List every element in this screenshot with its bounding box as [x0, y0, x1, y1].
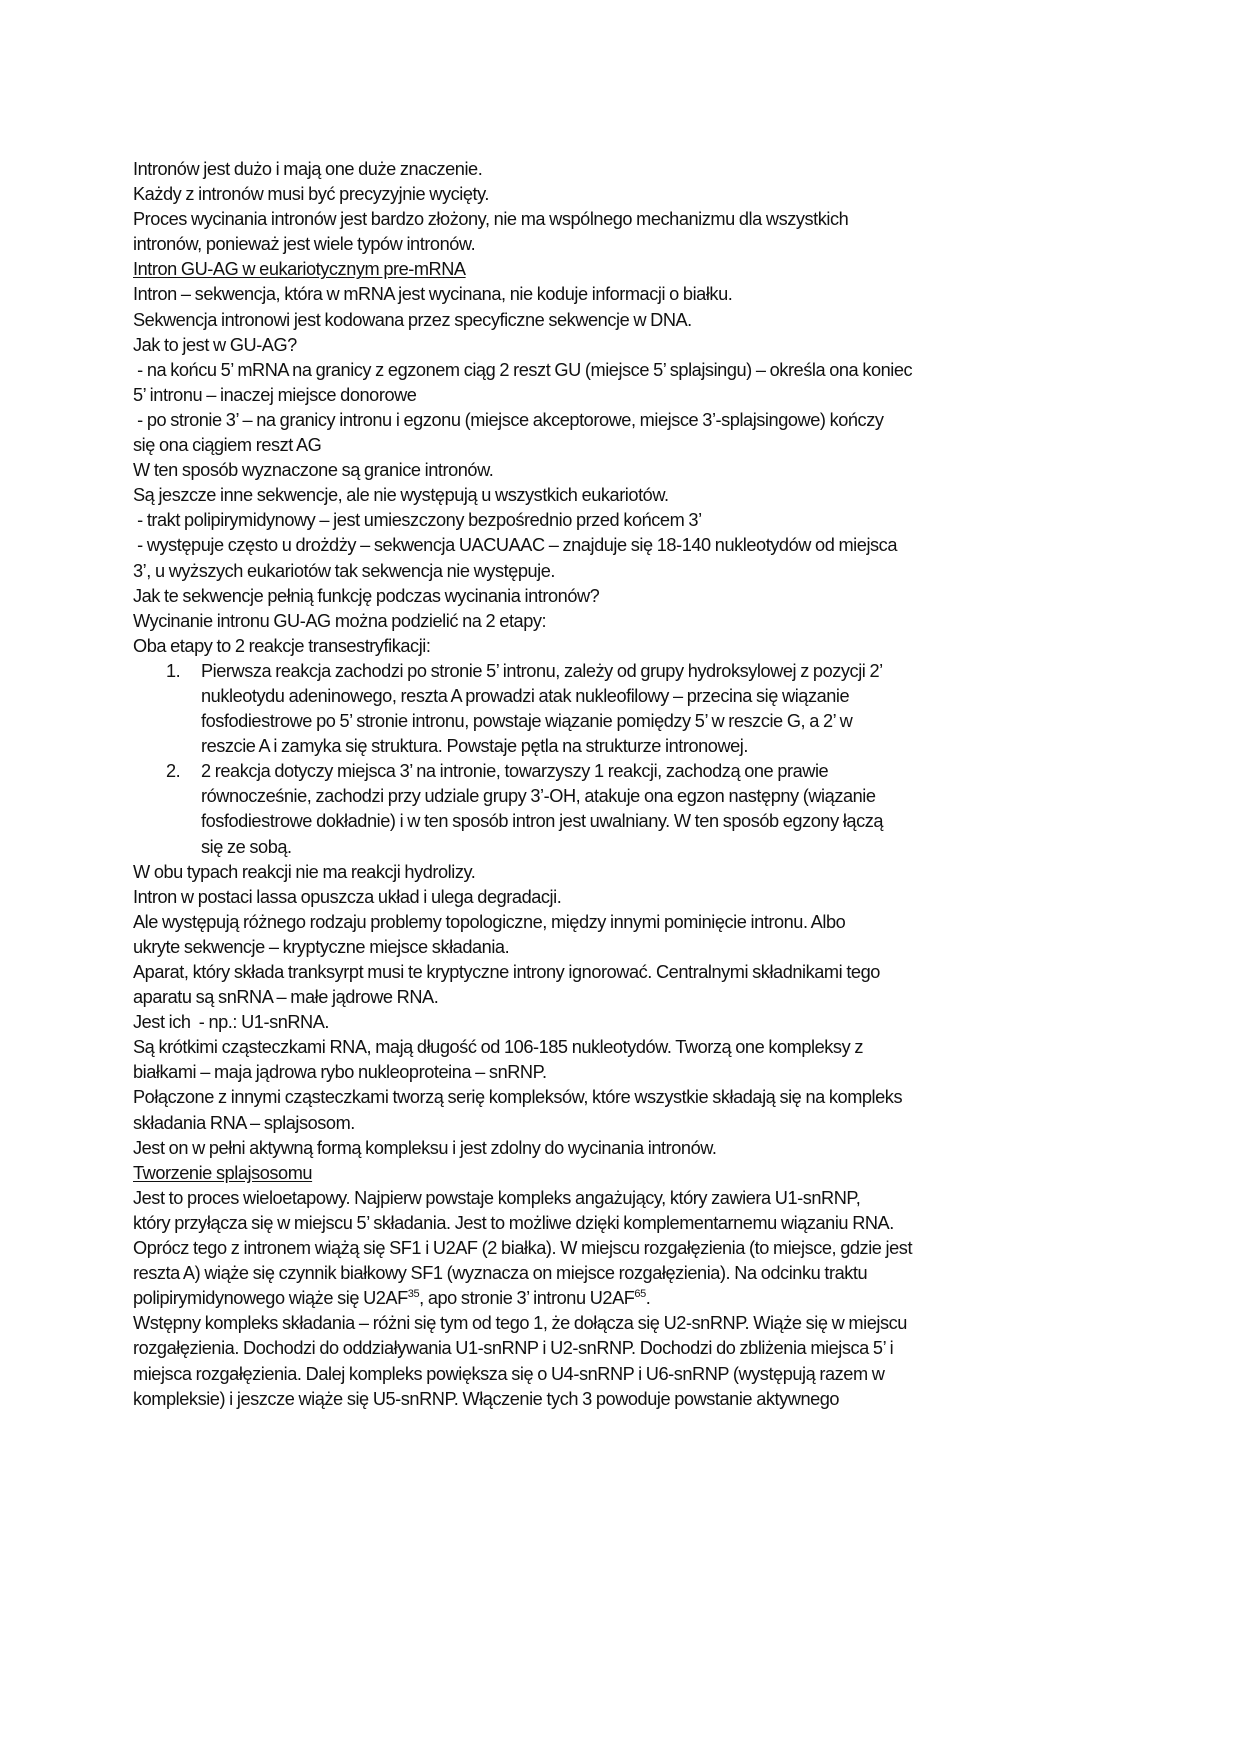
text-line: - występuje często u drożdży – sekwencja UACUAAC – znajduje się 18-140 nukleotydów od miejsca: [133, 535, 897, 556]
superscript: 35: [407, 1288, 420, 1301]
text-line: nukleotydu adeninowego, reszta A prowadzi atak nukleofilowy – przecina się wiązanie: [201, 685, 850, 706]
text-line: Są krótkimi cząsteczkami RNA, mają długość od 106-185 nukleotydów. Tworzą one kompleksy z: [133, 1037, 863, 1058]
list-number: 1.: [166, 660, 181, 681]
text-line: reszta A) wiąże się czynnik białkowy SF1 (wyznacza on miejsce rozgałęzienia). Na odcinku traktu: [133, 1263, 868, 1284]
section1-body: [133, 282, 1013, 658]
text-line: Są jeszcze inne sekwencje, ale nie występują u wszystkich eukariotów.: [133, 485, 669, 506]
text-line: - po stronie 3’ – na granicy intronu i egzonu (miejsce akceptorowe, miejsce 3’-splajsingowe) kończy: [133, 409, 884, 430]
section-heading-tworzenie-splajsosomu: Tworzenie splajsosomu: [133, 1162, 313, 1183]
section2-body: [133, 1186, 1013, 1412]
text-span: .: [645, 1288, 651, 1309]
text-line: intronów, ponieważ jest wiele typów intronów.: [133, 234, 476, 255]
text-line: Każdy z intronów musi być precyzyjnie wycięty.: [133, 184, 490, 205]
text-line: Intronów jest dużo i mają one duże znaczenie.: [133, 159, 483, 179]
text-line: 2 reakcja dotyczy miejsca 3’ na intronie, towarzyszy 1 reakcji, zachodzą one prawie: [201, 761, 829, 782]
section1-after-list: [133, 860, 1013, 1161]
list-number: 2.: [166, 761, 181, 782]
text-line: Aparat, który składa tranksyrpt musi te kryptyczne introny ignorować. Centralnymi składnikami tego: [133, 962, 880, 982]
text-line: W ten sposób wyznaczone są granice intronów.: [133, 460, 494, 481]
text-line: Wycinanie intronu GU-AG można podzielić na 2 etapy:: [133, 610, 547, 631]
text-line: 5’ intronu – inaczej miejsce donorowe: [133, 384, 417, 405]
text-line: reszcie A i zamyka się struktura. Powstaje pętla na strukturze intronowej.: [201, 736, 748, 757]
numbered-list: [133, 659, 1013, 860]
text-line: 3’, u wyższych eukariotów tak sekwencja nie występuje.: [133, 560, 556, 581]
text-line: Jest on w pełni aktywną formą kompleksu i jest zdolny do wycinania intronów.: [133, 1137, 717, 1158]
intro-paragraph: [133, 157, 1013, 257]
text-line: się ze sobą.: [201, 836, 292, 857]
text-line: fosfodiestrowe po 5’ stronie intronu, powstaje wiązanie pomiędzy 5’ w reszcie G, a 2’ w: [201, 711, 853, 732]
text-line: równocześnie, zachodzi przy udziale grupy 3’-OH, atakuje ona egzon następny (wiązanie: [201, 786, 876, 807]
text-line: Jak te sekwencje pełnią funkcję podczas wycinania intronów?: [133, 585, 600, 606]
text-line: Pierwsza reakcja zachodzi po stronie 5’ intronu, zależy od grupy hydroksylowej z pozycji 2’: [201, 660, 883, 681]
text-line: Proces wycinania intronów jest bardzo złożony, nie ma wspólnego mechanizmu dla wszystkich: [133, 209, 849, 230]
text-line: kompleksie) i jeszcze wiąże się U5-snRNP. Włączenie tych 3 powoduje powstanie aktywnego: [133, 1388, 840, 1409]
text-line: W obu typach reakcji nie ma reakcji hydrolizy.: [133, 861, 476, 882]
text-line: białkami – maja jądrowa rybo nukleoproteina – snRNP.: [133, 1062, 547, 1083]
text-line: Jest ich - np.: U1-snRNA.: [133, 1012, 330, 1033]
list-item: [133, 659, 1013, 759]
text-line: który przyłącza się w miejscu 5’ składania. Jest to możliwe dzięki komplementarnemu wiązaniu RNA.: [133, 1212, 894, 1233]
document-page: [133, 157, 1013, 1412]
text-line: Oprócz tego z intronem wiążą się SF1 i U2AF (2 białka). W miejscu rozgałęzienia (to miejsce, gdzie jest: [133, 1238, 913, 1259]
list-item: [133, 759, 1013, 859]
text-span: , apo stronie 3’ intronu U2AF: [419, 1288, 635, 1309]
text-line: Połączone z innymi cząsteczkami tworzą serię kompleksów, które wszystkie składają się na kompleks: [133, 1087, 903, 1108]
text-span: polipirymidynowego wiąże się U2AF: [133, 1288, 408, 1309]
text-line: - na końcu 5’ mRNA na granicy z egzonem ciąg 2 reszt GU (miejsce 5’ splajsingu) – określa ona koniec: [133, 359, 913, 380]
text-line: fosfodiestrowe dokładnie) i w ten sposób intron jest uwalniany. W ten sposób egzony łączą: [201, 811, 884, 832]
text-line: składania RNA – splajsosom.: [133, 1112, 355, 1133]
text-line: ukryte sekwencje – kryptyczne miejsce składania.: [133, 936, 510, 957]
section-heading-intron-gu-ag: Intron GU-AG w eukariotycznym pre-mRNA: [133, 259, 466, 280]
superscript: 65: [634, 1288, 646, 1301]
text-line: Oba etapy to 2 reakcje transestryfikacji:: [133, 635, 431, 656]
text-line: - trakt polipirymidynowy – jest umieszczony bezpośrednio przed końcem 3’: [133, 510, 702, 531]
text-line: Ale występują różnego rodzaju problemy topologiczne, między innymi pominięcie intronu. Albo: [133, 911, 846, 932]
text-line: Intron – sekwencja, która w mRNA jest wycinana, nie koduje informacji o białku.: [133, 284, 733, 305]
text-line: się ona ciągiem reszt AG: [133, 435, 322, 456]
text-line: Jak to jest w GU-AG?: [133, 334, 297, 355]
text-line: Wstępny kompleks składania – różni się tym od tego 1, że dołącza się U2-snRNP. Wiąże się w miejscu: [133, 1313, 907, 1334]
text-line: Intron w postaci lassa opuszcza układ i ulega degradacji.: [133, 886, 562, 907]
text-line: rozgałęzienia. Dochodzi do oddziaływania U1-snRNP i U2-snRNP. Dochodzi do zbliżenia miejsca 5’ i: [133, 1338, 894, 1359]
text-line: miejsca rozgałęzienia. Dalej kompleks powiększa się o U4-snRNP i U6-snRNP (występują razem w: [133, 1363, 885, 1384]
text-line: Sekwencja intronowi jest kodowana przez specyficzne sekwencje w DNA.: [133, 309, 692, 330]
text-line-with-superscripts: [133, 1286, 1013, 1311]
text-line: Jest to proces wieloetapowy. Najpierw powstaje kompleks angażujący, który zawiera U1-snRNP,: [133, 1187, 861, 1208]
text-line: aparatu są snRNA – małe jądrowe RNA.: [133, 987, 439, 1008]
